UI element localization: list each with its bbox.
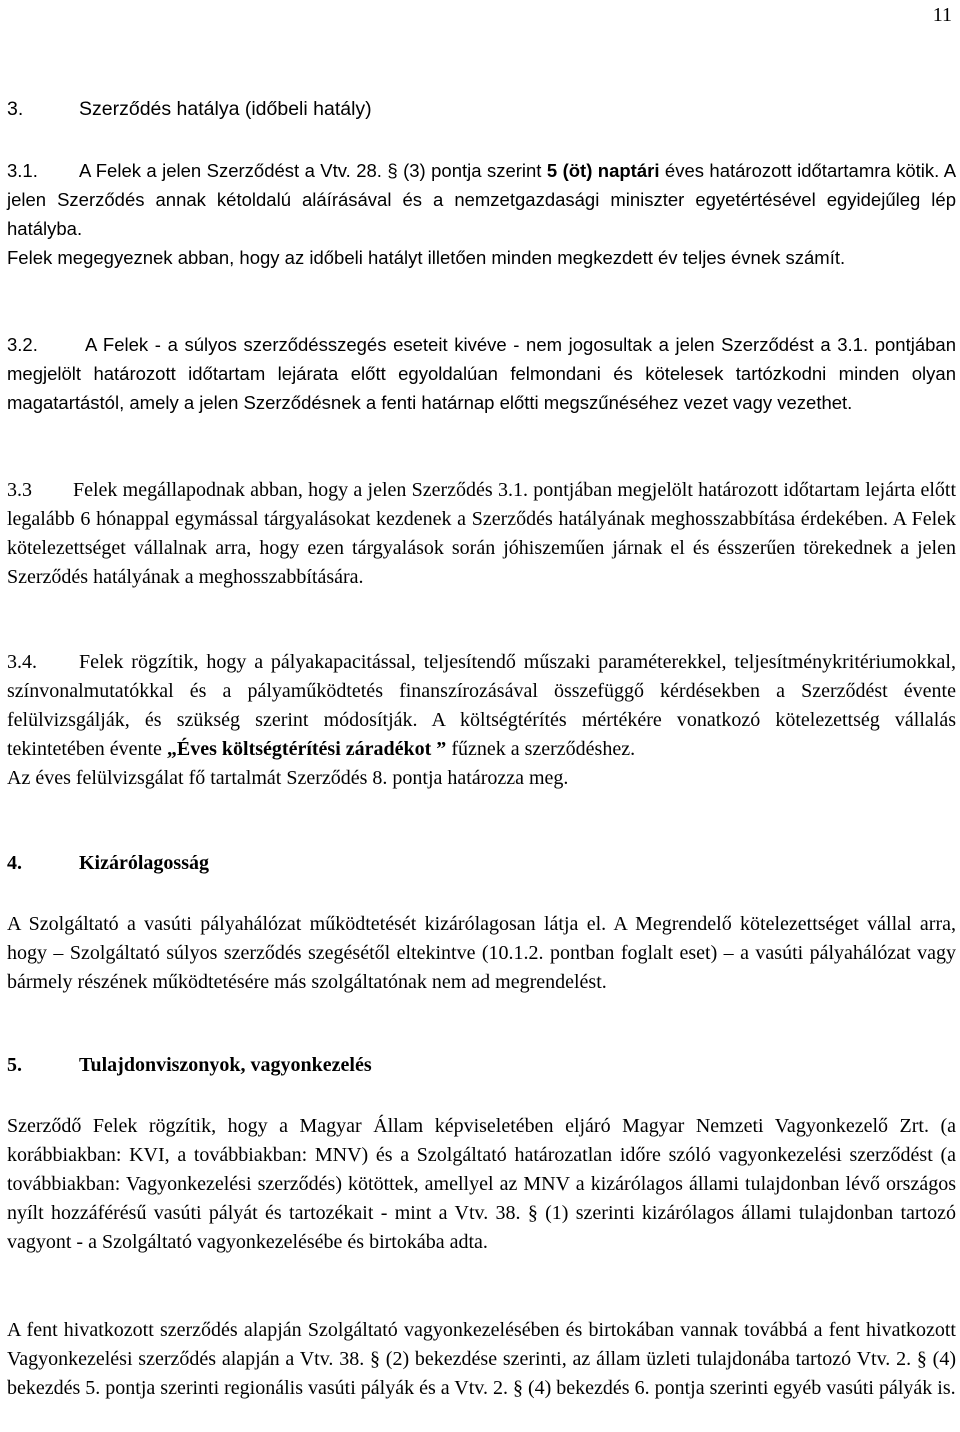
paragraph-3-4-text-c: Az éves felülvizsgálat fő tartalmát Szerződés 8. pontja határozza meg. [7, 767, 569, 789]
paragraph-3-2 [7, 330, 956, 417]
paragraph-3-3-text-a: Felek megállapodnak abban, hogy a jelen Szerződés 3.1. pontjában megjelölt határozott időtartam lejárta előtt legalább 6 hónappal egymással tárgyalásokat kezdenek a Szerződés hatályának meghosszabbítása érdekében. [7, 479, 956, 530]
paragraph-3-1 [7, 156, 956, 272]
paragraph-3-3-label: 3.3 [7, 479, 32, 501]
section-3-number: 3. [7, 98, 24, 120]
paragraph-3-4 [7, 648, 956, 793]
paragraph-3-1-label: 3.1. [7, 160, 38, 181]
paragraph-3-1-bold: 5 (öt) naptári [546, 160, 660, 181]
paragraph-5-1-text: Szerződő Felek rögzítik, hogy a Magyar Állam képviseletében eljáró Magyar Nemzeti Vagyonkezelő Zrt. (a korábbiakban: KVI, a továbbiakban: MNV) és a Szolgáltató határozatlan időre szóló vagyonkezelési szerződést (a továbbiakban: Vagyonkezelési szerződés) kötöttek, amellyel az MNV a kizárólagos állami tulajdonban lévő országos nyílt hozzáférésű vasúti pályát és tartozékait - mint a Vtv. 38. § (1) szerinti kizárólagos állami tulajdonban tartozó vagyont - a Szolgáltató vagyonkezelésébe és birtokába adta. [7, 1115, 956, 1253]
section-4-heading [7, 852, 209, 875]
section-3-heading [7, 98, 372, 121]
section-3-title: Szerződés hatálya (időbeli hatály) [79, 98, 372, 120]
paragraph-5-2 [7, 1316, 956, 1403]
page-number: 11 [932, 4, 952, 26]
section-4-number: 4. [7, 852, 22, 874]
paragraph-3-4-bold: „Éves költségtérítési záradékot ” [166, 738, 447, 760]
paragraph-3-4-label: 3.4. [7, 651, 37, 673]
paragraph-3-3 [7, 476, 956, 592]
section-5-title: Tulajdonviszonyok, vagyonkezelés [79, 1054, 372, 1076]
paragraph-3-1-text-c: Felek megegyeznek abban, hogy az időbeli hatályt illetően minden megkezdett év teljes évnek számít. [7, 247, 846, 268]
paragraph-3-1-text-a: A Felek a jelen Szerződést a Vtv. 28. § (3) pontja szerint [79, 160, 542, 181]
paragraph-4 [7, 910, 956, 997]
paragraph-3-4-text-b: fűznek a szerződéshez. [451, 738, 636, 760]
paragraph-3-1-text-b: éves határozott időtartamra kötik. A jelen Szerződés annak kétoldalú aláírásával és a nemzetgazdasági miniszter egyetértésével egyidejűleg lép hatályba. [7, 160, 957, 239]
paragraph-4-text: A Szolgáltató a vasúti pályahálózat működtetését kizárólagosan látja el. A Megrendelő kötelezettséget vállal arra, hogy – Szolgáltató súlyos szerződés szegésétől eltekintve (10.1.2. pontban foglalt eset) – a vasúti pályahálózat vagy bármely részének működtetésére más szolgáltatónak nem ad megrendelést. [7, 913, 956, 993]
paragraph-3-2-label: 3.2. [7, 334, 38, 355]
paragraph-5-1 [7, 1112, 956, 1257]
paragraph-5-2-text: A fent hivatkozott szerződés alapján Szolgáltató vagyonkezelésében és birtokában vannak továbbá a fent hivatkozott Vagyonkezelési szerződés alapján a Vtv. 38. § (2) bekezdése szerinti, az állam üzleti tulajdonába tartozó Vtv. 2. § (4) bekezdés 5. pontja szerinti regionális vasúti pályák és a Vtv. 2. § (4) bekezdés 6. pontja szerinti egyéb vasúti pályák is. [7, 1319, 956, 1399]
section-4-title: Kizárólagosság [79, 852, 209, 874]
section-5-number: 5. [7, 1054, 22, 1076]
section-5-heading [7, 1054, 372, 1077]
paragraph-3-3-text-b: A Felek kötelezettséget vállalnak arra, hogy ezen tárgyalások során jóhiszeműen járnak el és ésszerűen törekednek a jelen Szerződés hatályának a meghosszabbítására. [7, 508, 957, 588]
paragraph-3-2-text: A Felek - a súlyos szerződésszegés eseteit kivéve - nem jogosultak a jelen Szerződést a 3.1. pontjában megjelölt határozott időtartam lejárata előtt egyoldalúan felmondani és kötelesek tartózkodni minden olyan magatartástól, amely a jelen Szerződésnek a fenti határnap előtti megszűnéséhez vezet vagy vezethet. [7, 334, 956, 413]
paragraph-3-4-text-a: Felek rögzítik, hogy a pályakapacitással, teljesítendő műszaki paraméterekkel, teljesítménykritériumokkal, színvonalmutatókkal és a pályaműködtetés finanszírozásával összefüggő kérdésekben a Szerződést évente felülvizsgálják, és szükség szerint módosítják. A költségtérítés mértékére vonatkozó kötelezettség vállalás tekintetében évente [7, 651, 956, 760]
